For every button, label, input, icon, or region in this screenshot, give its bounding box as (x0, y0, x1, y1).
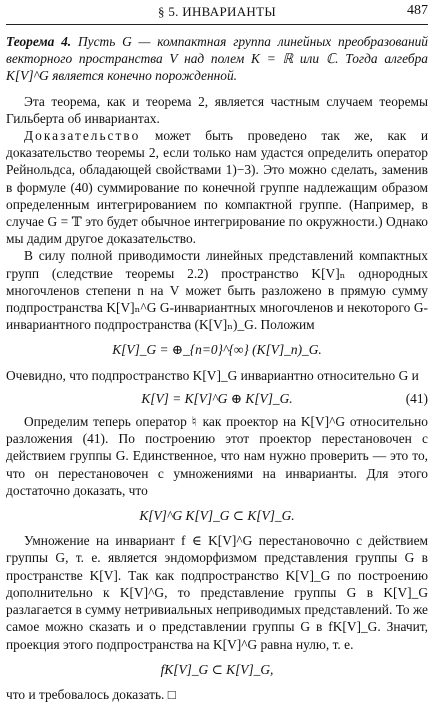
proof-label: Доказательство (24, 128, 141, 144)
equation-41 (6, 390, 428, 407)
paragraph-3: В силу полной приводимости линейных представлений компактных групп (следствие теоремы 2.2) пространство K[V]ₙ однородных многочленов степени n на V может быть разложено в прямую сумму подпространства K[V]ₙ^G G-инвариантных многочленов и некоторого G-инвариантного подпространства (K[V]ₙ)_G. Положим (6, 248, 428, 333)
equation-41-number: (41) (405, 390, 428, 406)
equation-direct-sum: K[V]_G = ⊕_{n=0}^{∞} (K[V]_n)_G. (112, 342, 322, 358)
equation-final: fK[V]_G ⊂ K[V]_G, (160, 661, 274, 677)
page-body (6, 25, 428, 703)
equation-inclusion: K[V]^G K[V]_G ⊂ K[V]_G. (139, 508, 295, 524)
paragraph-4: Очевидно, что подпространство K[V]_G инвариантно относительно G и (6, 367, 419, 383)
paragraph-5: Определим теперь оператор ♮ как проектор на K[V]^G относительно разложения (41). По построению этот проектор перестановочен с действием группы G. Единственное, что нам нужно проверить — это то, что он перестановочен с умножениями на инварианты. Для этого достаточно доказать, что (6, 414, 428, 498)
section-title: § 5. ИНВАРИАНТЫ (158, 4, 276, 19)
proof-text: может быть проведено так же, как и доказательство теоремы 2, если только нам удастся определить оператор Рейнольдса, обладающей свойствами 1)−3). Это можно сделать, заменив в формуле (40) суммирование по конечной группе надлежащим образом определенным интегрированием по компактной группе. (Например, в случае G = 𝕋 это будет обычное интегрирование по окружности.) Однако мы дадим другое доказательство. (6, 128, 428, 247)
equation-41-formula: K[V] = K[V]^G ⊕ K[V]_G. (141, 390, 293, 406)
theorem-label: Теорема 4. (6, 34, 72, 49)
paragraph-1: Эта теорема, как и теорема 2, является частным случаем теоремы Гильберта об инвариантах. (6, 93, 428, 126)
theorem-4 (6, 33, 428, 85)
paragraph-7: что и требовалось доказать. □ (6, 686, 176, 702)
theorem-statement: Пусть G — компактная группа линейных преобразований векторного пространства V над полем K = ℝ или ℂ. Тогда алгебра K[V]^G является конечно порожденной. (6, 34, 428, 84)
paragraph-proof (6, 127, 428, 247)
running-header (6, 0, 428, 25)
paragraph-6: Умножение на инвариант f ∈ K[V]^G перестановочно с действием группы G, т. е. является эндоморфизмом представления группы G в пространстве K[V]. Так как подпространство K[V]_G по построению дополнительно к K[V]^G, то представление группы G в K[V]_G разлагается в сумму нетривиальных неприводимых представлений. То же самое можно сказать и о представлении группы G в fK[V]_G. Значит, проекция этого подпространства на K[V]^G равна нулю, т. е. (6, 533, 428, 652)
page-number: 487 (407, 3, 428, 18)
